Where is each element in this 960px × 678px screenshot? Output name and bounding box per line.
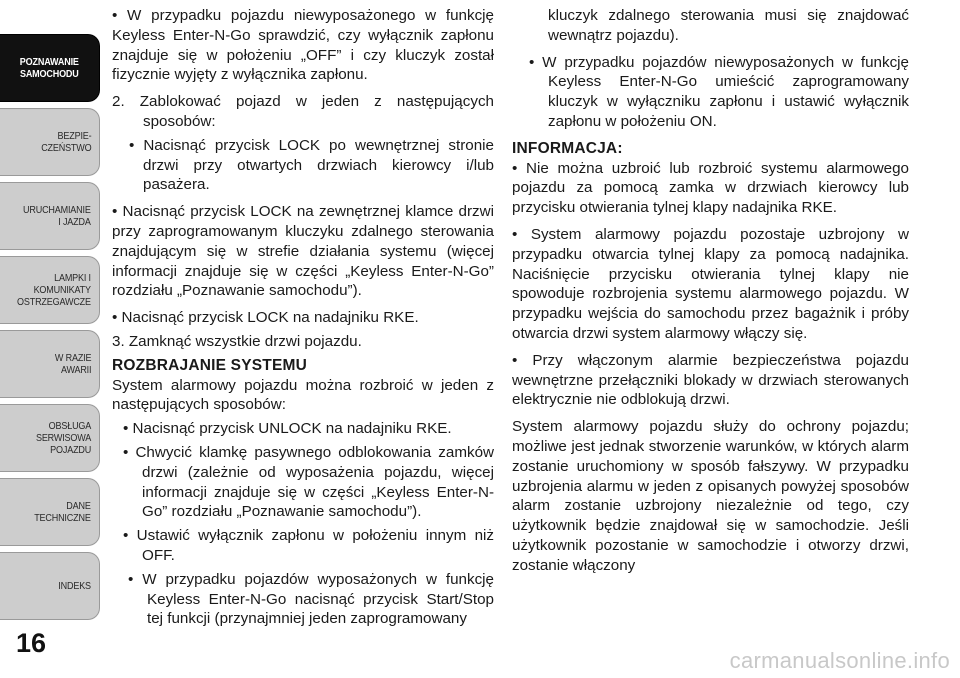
right-column (512, 6, 909, 583)
tab-poznawanie-samochodu[interactable] (0, 34, 100, 102)
numbered-step: 2. Zablokować pojazd w jeden z następujących sposobów: (112, 93, 494, 130)
tab-label: LAMPKI I KOMUNIKATY OSTRZEGAWCZE (17, 272, 91, 308)
info-bullet: • System alarmowy pojazdu pozostaje uzbrojony w przypadku otwarcia tylnej klapy za pomocą nadajnika. Naciśnięcie przycisku otwierania tylnej klapy nie spowoduje rozbrojenia systemu alarmowego pojazdu. W przypadku wejścia do samochodu przez bagażnik i próby otwarcia drzwi system alarmowy włączy się. (512, 225, 909, 342)
bullet-item: • W przypadku pojazdów wyposażonych w funkcję Keyless Enter-N-Go nacisnąć przycisk Start/Stop tej funkcji (przynajmniej jeden zaprogramowany (128, 570, 494, 628)
tab-label: DANE TECHNICZNE (34, 500, 91, 524)
page-number: 16 (16, 628, 47, 658)
section-heading: ROZBRAJANIE SYSTEMU (112, 356, 307, 374)
tab-w-razie-awarii[interactable] (0, 330, 100, 398)
bullet-item: • Nacisnąć przycisk LOCK po wewnętrznej stronie drzwi przy otwartych drzwiach kierowcy i/lub pasażera. (129, 136, 494, 194)
tab-label: W RAZIE AWARII (54, 352, 91, 376)
info-bullet: • Przy włączonym alarmie bezpieczeństwa pojazdu wewnętrzne przełączniki blokady w drzwiach sterowanych elektrycznie nie odblokują drzwi. (512, 351, 909, 409)
paragraph: System alarmowy pojazdu służy do ochrony pojazdu; możliwe jest jednak stworzenie warunków, w których alarm zostanie uruchomiony w sposób fałszywy. W przypadku uzbrojenia alarmu w jeden z opisanych powyżej sposobów alarm zostanie uzbrojony niezależnie od tego, czy użytkownik będzie znajdował się w samochodzie. Jeśli użytkownik pozostanie w samochodzie i otworzy drzwi, zostanie włączony (512, 418, 909, 574)
tab-label: POZNAWANIE SAMOCHODU (20, 56, 79, 80)
paragraph: System alarmowy pojazdu można rozbroić w jeden z następujących sposobów: (112, 376, 494, 414)
tab-label: BEZPIE- CZEŃSTWO (40, 130, 91, 154)
tab-label: OBSŁUGA SERWISOWA POJAZDU (35, 420, 91, 456)
tab-label: INDEKS (58, 580, 91, 592)
tab-lampki-i-komunikaty[interactable] (0, 256, 100, 324)
tab-uruchamianie-i-jazda[interactable] (0, 182, 100, 250)
bullet-item: • Chwycić klamkę pasywnego odblokowania zamków drzwi (zależnie od wyposażenia pojazdu, więcej informacji znajduje się w części „Keyless Enter-N-Go” rozdziału „Poznawanie samochodu”). (123, 443, 494, 521)
numbered-step: 3. Zamknąć wszystkie drzwi pojazdu. (112, 332, 362, 350)
tab-label: URUCHAMIANIE I JAZDA (23, 204, 91, 228)
tab-dane-techniczne[interactable] (0, 478, 100, 546)
watermark: carmanualsonline.info (729, 648, 950, 673)
bullet-item: • W przypadku pojazdów niewyposażonych w funkcję Keyless Enter-N-Go umieścić zaprogramowany kluczyk w wyłączniku zapłonu i ustawić wyłącznik zapłonu w położeniu ON. (529, 53, 909, 130)
tab-indeks[interactable] (0, 552, 100, 620)
paragraph: • Nacisnąć przycisk LOCK na zewnętrznej klamce drzwi przy zaprogramowanym kluczyku zdalnego sterowania znajdującym się w strefie działania systemu (więcej informacji znajduje się w części „Keyless Enter-N-Go” rozdziału „Poznawanie samochodu”). (112, 203, 494, 300)
tab-bezpieczenstwo[interactable] (0, 108, 100, 176)
bullet-item: • Ustawić wyłącznik zapłonu w położeniu innym niż OFF. (123, 527, 494, 564)
tab-obsluga-serwisowa[interactable] (0, 404, 100, 472)
left-column (112, 6, 494, 636)
info-heading: INFORMACJA: (512, 139, 623, 157)
chapter-tabs (0, 0, 104, 678)
info-bullet: • Nie można uzbroić lub rozbroić systemu alarmowego pojazdu za pomocą zamka w drzwiach kierowcy lub przycisku otwierania tylnej klapy nadajnika RKE. (512, 159, 909, 217)
paragraph: kluczyk zdalnego sterowania musi się znajdować wewnątrz pojazdu). (548, 7, 909, 44)
paragraph: • W przypadku pojazdu niewyposażonego w funkcję Keyless Enter-N-Go sprawdzić, czy wyłącznik zapłonu znajduje się w położeniu „OFF” i czy kluczyk został fizycznie wyjęty z wyłącznika zapłonu. (112, 7, 494, 84)
bullet-item: • Nacisnąć przycisk UNLOCK na nadajniku RKE. (123, 420, 452, 438)
paragraph: • Nacisnąć przycisk LOCK na nadajniku RKE. (112, 309, 419, 327)
